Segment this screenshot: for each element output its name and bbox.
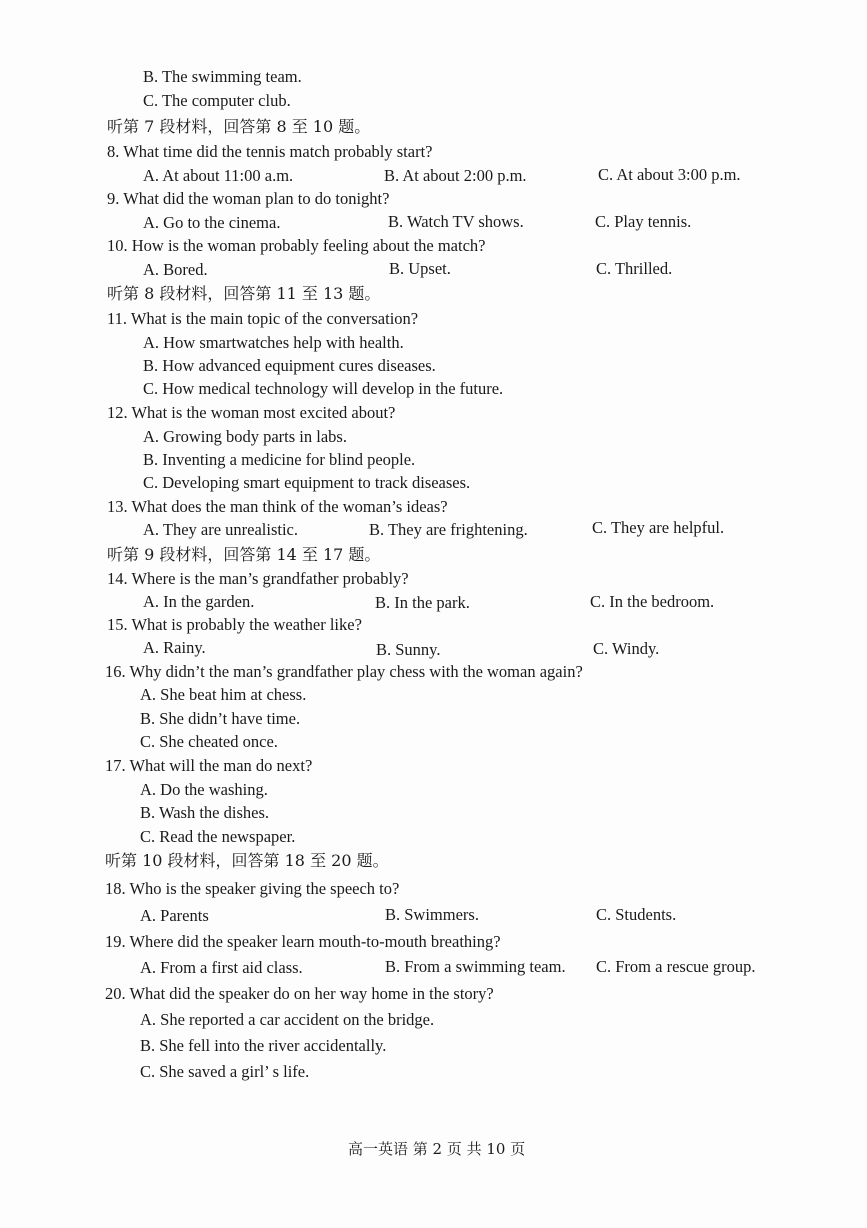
option-a: A. Growing body parts in labs. — [143, 427, 347, 446]
option-a: A. They are unrealistic. — [143, 520, 299, 539]
page-footer: 高一英语 第 2 页 共 10 页 — [348, 1140, 526, 1158]
option-c: C. Thrilled. — [596, 259, 673, 278]
question-text: 18. Who is the speaker giving the speech to? — [105, 879, 400, 898]
option-b: B. The swimming team. — [143, 67, 302, 86]
option-a: A. Do the washing. — [140, 780, 268, 799]
option-a: A. Rainy. — [143, 638, 206, 657]
option-c: C. They are helpful. — [592, 518, 725, 537]
question-text: 17. What will the man do next? — [105, 756, 313, 775]
option-b: B. They are frightening. — [369, 520, 528, 539]
question-text: 19. Where did the speaker learn mouth-to-mouth breathing? — [105, 932, 501, 951]
option-b: B. From a swimming team. — [385, 957, 566, 976]
option-b: B. She didn’t have time. — [140, 709, 301, 728]
question-text: 20. What did the speaker do on her way home in the story? — [105, 984, 494, 1003]
option-a: A. How smartwatches help with health. — [143, 333, 404, 352]
option-b: B. Wash the dishes. — [140, 803, 269, 822]
question-text: 13. What does the man think of the woman’s ideas? — [107, 497, 448, 516]
option-b: B. Sunny. — [376, 640, 441, 659]
question-text: 10. How is the woman probably feeling about the match? — [107, 236, 486, 255]
option-a: A. In the garden. — [143, 592, 255, 611]
question-text: 11. What is the main topic of the conversation? — [107, 309, 419, 328]
option-c: C. Windy. — [593, 639, 660, 658]
question-text: 12. What is the woman most excited about? — [107, 403, 396, 422]
option-a: A. Go to the cinema. — [143, 213, 281, 232]
section-heading: 听第 9 段材料，回答第 14 至 17 题。 — [107, 545, 381, 564]
option-c: C. Students. — [596, 905, 677, 924]
option-a: A. She reported a car accident on the bridge. — [140, 1010, 435, 1029]
question-text: 16. Why didn’t the man’s grandfather play chess with the woman again? — [105, 662, 583, 681]
option-b: B. She fell into the river accidentally. — [140, 1036, 387, 1055]
question-text: 8. What time did the tennis match probably start? — [107, 142, 433, 161]
option-a: A. Bored. — [143, 260, 208, 279]
section-heading: 听第 8 段材料，回答第 11 至 13 题。 — [107, 284, 381, 303]
option-a: A. At about 11:00 a.m. — [143, 166, 294, 185]
option-c: C. From a rescue group. — [596, 957, 756, 976]
option-b: B. How advanced equipment cures diseases. — [143, 356, 436, 375]
section-heading: 听第 10 段材料，回答第 18 至 20 题。 — [105, 851, 389, 870]
option-a: A. She beat him at chess. — [140, 685, 307, 704]
option-a: A. From a first aid class. — [140, 958, 303, 977]
question-text: 14. Where is the man’s grandfather probably? — [107, 569, 409, 588]
question-text: 15. What is probably the weather like? — [107, 615, 362, 634]
option-c: C. At about 3:00 p.m. — [598, 165, 741, 184]
option-c: C. How medical technology will develop in the future. — [143, 379, 504, 398]
option-c: C. In the bedroom. — [590, 592, 715, 611]
option-c: C. She cheated once. — [140, 732, 278, 751]
question-text: 9. What did the woman plan to do tonight? — [107, 189, 390, 208]
option-c: C. She saved a girl’ s life. — [140, 1062, 310, 1081]
option-b: B. Watch TV shows. — [388, 212, 524, 231]
option-c: C. Developing smart equipment to track diseases. — [143, 473, 471, 492]
option-b: B. Swimmers. — [385, 905, 479, 924]
option-c: C. The computer club. — [143, 91, 291, 110]
option-b: B. In the park. — [375, 593, 470, 612]
option-b: B. At about 2:00 p.m. — [384, 166, 527, 185]
option-b: B. Inventing a medicine for blind people. — [143, 450, 416, 469]
option-c: C. Play tennis. — [595, 212, 692, 231]
section-heading: 听第 7 段材料，回答第 8 至 10 题。 — [107, 117, 371, 136]
option-c: C. Read the newspaper. — [140, 827, 296, 846]
option-b: B. Upset. — [389, 259, 451, 278]
option-a: A. Parents — [140, 906, 209, 925]
